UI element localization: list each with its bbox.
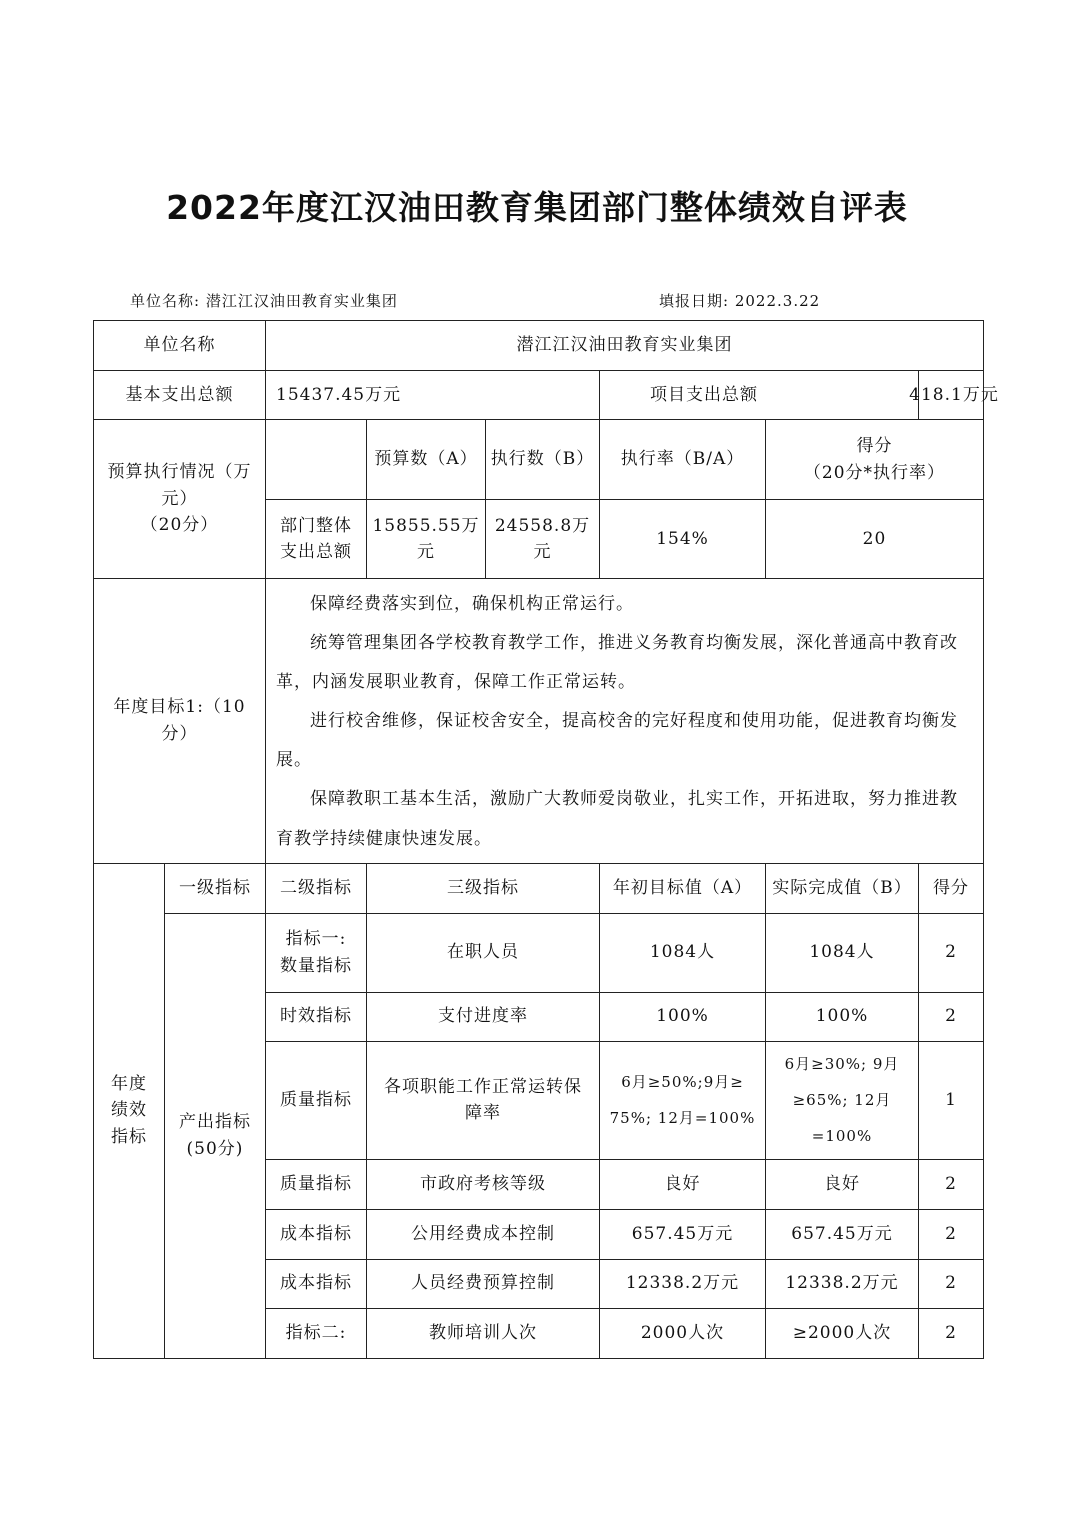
actual-line1: 6月≥30%; 9月 bbox=[784, 1055, 900, 1074]
unit-row-value: 潜江江汉油田教育实业集团 bbox=[266, 321, 984, 371]
annual-goal-label-line1: 年度目标1:（10 bbox=[113, 697, 246, 718]
actual-line3: =100% bbox=[811, 1127, 873, 1146]
actual-cell: 良好 bbox=[766, 1159, 919, 1209]
actual-cell bbox=[766, 1041, 919, 1159]
level2-line2: 数量指标 bbox=[280, 955, 352, 976]
indicator-side-label bbox=[94, 863, 165, 1358]
score-cell: 2 bbox=[919, 913, 984, 992]
score-cell: 2 bbox=[919, 992, 984, 1041]
target-cell: 1084人 bbox=[600, 913, 766, 992]
score-cell: 2 bbox=[919, 1308, 984, 1358]
project-expense-value: 418.1万元 bbox=[909, 384, 999, 405]
actual-line2: ≥65%; 12月 bbox=[792, 1091, 892, 1110]
level2-cell: 时效指标 bbox=[266, 992, 367, 1041]
level2-header: 二级指标 bbox=[266, 863, 367, 913]
level3-line2: 障率 bbox=[465, 1103, 501, 1124]
level1-group-line1: 产出指标 bbox=[179, 1112, 251, 1133]
exec-col-header: 执行数（B） bbox=[486, 420, 600, 500]
level2-cell bbox=[266, 913, 367, 992]
level3-cell: 公用经费成本控制 bbox=[367, 1209, 600, 1259]
unit-name-line bbox=[130, 290, 398, 311]
level1-header: 一级指标 bbox=[165, 863, 266, 913]
level3-cell: 在职人员 bbox=[367, 913, 600, 992]
target-header: 年初目标值（A） bbox=[600, 863, 766, 913]
side-label-line: 指标 bbox=[111, 1126, 147, 1147]
indicator-header-row bbox=[94, 863, 984, 913]
level2-cell: 质量指标 bbox=[266, 1041, 367, 1159]
project-expense-value-cell bbox=[909, 371, 999, 420]
budget-label bbox=[94, 420, 266, 579]
budget-row-label bbox=[266, 500, 367, 579]
target-cell: 良好 bbox=[600, 1159, 766, 1209]
level3-cell bbox=[367, 1041, 600, 1159]
annual-goal-label-line2: 分） bbox=[161, 723, 198, 744]
score-header-line1: 得分 bbox=[856, 436, 893, 457]
fill-date-line bbox=[659, 290, 820, 311]
score-cell: 2 bbox=[919, 1209, 984, 1259]
unit-row-label: 单位名称 bbox=[94, 321, 266, 371]
fill-date-label: 填报日期: bbox=[659, 292, 730, 310]
budget-col-header: 预算数（A） bbox=[367, 420, 486, 500]
level1-output-group bbox=[165, 913, 266, 1358]
budget-label-line2: 元） bbox=[161, 488, 198, 509]
actual-cell: 1084人 bbox=[766, 913, 919, 992]
basic-expense-label: 基本支出总额 bbox=[94, 371, 266, 420]
level2-line1: 指标一: bbox=[285, 929, 347, 950]
level3-cell: 市政府考核等级 bbox=[367, 1159, 600, 1209]
table-row bbox=[94, 913, 984, 992]
annual-goal-label bbox=[94, 579, 266, 864]
actual-cell: 12338.2万元 bbox=[766, 1259, 919, 1308]
actual-cell: ≥2000人次 bbox=[766, 1308, 919, 1358]
score-header: 得分 bbox=[919, 863, 984, 913]
actual-cell: 100% bbox=[766, 992, 919, 1041]
target-cell: 12338.2万元 bbox=[600, 1259, 766, 1308]
goal-paragraph: 保障教职工基本生活，激励广大教师爱岗敬业，扎实工作，开拓进取，努力推进教育教学持续健康快速发展。 bbox=[276, 789, 958, 849]
score-cell: 2 bbox=[919, 1159, 984, 1209]
level2-cell: 质量指标 bbox=[266, 1159, 367, 1209]
rate-col-header: 执行率（B/A） bbox=[600, 420, 766, 500]
score-cell: 2 bbox=[919, 1259, 984, 1308]
level1-group-line2: (50分) bbox=[186, 1138, 244, 1159]
exec-amount-line1: 24558.8万 bbox=[494, 515, 591, 536]
target-line1: 6月≥50%;9月≥ bbox=[621, 1073, 744, 1092]
budget-amount bbox=[367, 500, 486, 579]
project-expense-label: 项目支出总额 bbox=[600, 371, 919, 420]
fill-date-value: 2022.3.22 bbox=[734, 292, 821, 310]
level2-cell: 成本指标 bbox=[266, 1259, 367, 1308]
score-col-header bbox=[766, 420, 984, 500]
target-cell bbox=[600, 1041, 766, 1159]
actual-header: 实际完成值（B） bbox=[766, 863, 919, 913]
goal-paragraph: 保障经费落实到位，确保机构正常运行。 bbox=[310, 594, 634, 614]
exec-amount bbox=[486, 500, 600, 579]
actual-cell: 657.45万元 bbox=[766, 1209, 919, 1259]
target-cell: 100% bbox=[600, 992, 766, 1041]
annual-goal-text bbox=[266, 579, 984, 864]
budget-amount-line2: 元 bbox=[417, 542, 435, 562]
score-cell: 1 bbox=[919, 1041, 984, 1159]
level3-cell: 教师培训人次 bbox=[367, 1308, 600, 1358]
page-title: 2022年度江汉油田教育集团部门整体绩效自评表 bbox=[166, 188, 908, 227]
unit-name-value: 潜江江汉油田教育实业集团 bbox=[205, 292, 398, 310]
expense-row bbox=[94, 371, 984, 420]
level3-line1: 各项职能工作正常运转保 bbox=[384, 1076, 582, 1097]
goal-paragraph: 统筹管理集团各学校教育教学工作，推进义务教育均衡发展，深化普通高中教育改革，内涵发展职业教育，保障工作正常运转。 bbox=[276, 633, 958, 693]
level3-header: 三级指标 bbox=[367, 863, 600, 913]
budget-row-label-line2: 支出总额 bbox=[280, 542, 352, 562]
budget-label-line3: （20分） bbox=[140, 515, 219, 536]
level3-cell: 支付进度率 bbox=[367, 992, 600, 1041]
score-header-line2: （20分*执行率） bbox=[803, 462, 946, 483]
budget-score: 20 bbox=[766, 500, 984, 579]
target-cell: 2000人次 bbox=[600, 1308, 766, 1358]
side-label-line: 年度 bbox=[111, 1074, 147, 1095]
budget-row-label-line1: 部门整体 bbox=[280, 515, 352, 536]
annual-goal-row bbox=[94, 579, 984, 864]
budget-amount-line1: 15855.55万 bbox=[372, 515, 480, 536]
exec-amount-line2: 元 bbox=[533, 542, 552, 562]
goal-paragraph: 进行校舍维修，保证校舍安全，提高校舍的完好程度和使用功能，促进教育均衡发展。 bbox=[276, 711, 958, 771]
exec-rate: 154% bbox=[600, 500, 766, 579]
budget-empty-header bbox=[266, 420, 367, 500]
target-line2: 75%; 12月=100% bbox=[609, 1109, 756, 1128]
target-cell: 657.45万元 bbox=[600, 1209, 766, 1259]
performance-table bbox=[93, 320, 999, 1359]
basic-expense-value: 15437.45万元 bbox=[266, 371, 600, 420]
budget-header-row bbox=[94, 420, 984, 500]
level2-cell: 成本指标 bbox=[266, 1209, 367, 1259]
side-label-line: 绩效 bbox=[111, 1100, 147, 1121]
unit-name-label: 单位名称: bbox=[130, 292, 201, 310]
level3-cell: 人员经费预算控制 bbox=[367, 1259, 600, 1308]
budget-label-line1: 预算执行情况（万 bbox=[107, 462, 252, 483]
level2-cell: 指标二: bbox=[266, 1308, 367, 1358]
unit-row bbox=[94, 321, 984, 371]
